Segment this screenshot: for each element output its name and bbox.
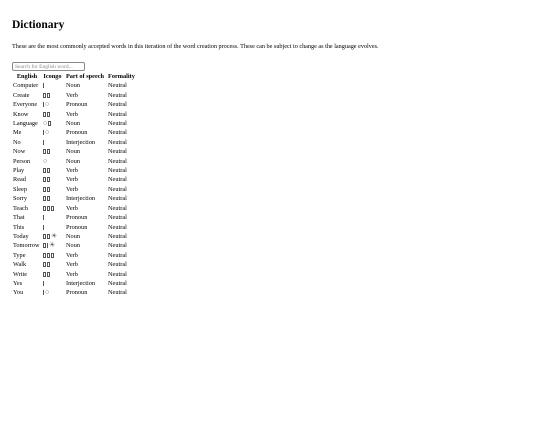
icongo-glyphs: [42, 213, 63, 222]
english-word: Person: [13, 157, 31, 165]
icongo-glyphs: [42, 270, 63, 279]
glyph-bar-icon: [43, 215, 44, 220]
part-of-speech: Noun: [66, 242, 80, 250]
glyph-box-icon: [47, 272, 50, 277]
table-row: [12, 175, 136, 184]
formality: Neutral: [108, 157, 127, 165]
english-word: Now: [13, 148, 26, 156]
glyph-box-icon: [48, 121, 51, 126]
part-of-speech: Pronoun: [66, 129, 88, 137]
search-input[interactable]: [12, 62, 85, 71]
formality: Neutral: [108, 251, 127, 259]
glyph-bar-icon: [43, 281, 44, 286]
table-row: [12, 251, 136, 260]
glyph-box-icon: [43, 149, 46, 154]
formality: Neutral: [108, 91, 127, 99]
icongo-glyphs: [42, 279, 63, 288]
icongo-glyphs: [42, 128, 63, 137]
formality: Neutral: [108, 176, 127, 184]
glyph-box-icon: [47, 168, 50, 173]
icongo-glyphs: [42, 175, 63, 184]
table-row: [12, 185, 136, 194]
intro-text: These are the most commonly accepted words in this iteration of the word creation process. These can be subject to change as the language evolves.: [12, 43, 379, 50]
table-row: [12, 166, 136, 175]
icongo-glyphs: [42, 147, 63, 156]
english-word: Know: [13, 110, 29, 118]
part-of-speech: Pronoun: [66, 214, 88, 222]
glyph-bar-icon: [43, 290, 44, 295]
icongo-glyphs: [42, 91, 63, 100]
formality: Neutral: [108, 214, 127, 222]
icongo-glyphs: [42, 185, 63, 194]
part-of-speech: Pronoun: [66, 289, 88, 297]
part-of-speech: Verb: [66, 110, 78, 118]
icongo-glyphs: [42, 81, 63, 90]
glyph-box-icon: [47, 196, 50, 201]
part-of-speech: Verb: [66, 185, 78, 193]
english-word: Read: [13, 176, 26, 184]
glyph-box-icon: [43, 243, 46, 248]
formality: Neutral: [108, 261, 127, 269]
table-row: [12, 91, 136, 100]
table-row: [12, 270, 136, 279]
glyph-box-icon: [43, 206, 46, 211]
part-of-speech: Verb: [66, 204, 78, 212]
icongo-glyphs: [42, 260, 63, 269]
glyph-box-icon: [43, 177, 46, 182]
icongo-glyphs: [42, 194, 63, 203]
glyph-box-icon: [43, 234, 46, 239]
formality: Neutral: [108, 289, 127, 297]
formality: Neutral: [108, 110, 127, 118]
part-of-speech: Noun: [66, 148, 80, 156]
table-row: [12, 288, 136, 297]
icongo-glyphs: [42, 119, 63, 128]
part-of-speech: Verb: [66, 261, 78, 269]
part-of-speech: Pronoun: [66, 223, 88, 231]
glyph-box-icon: [47, 93, 50, 98]
table-row: [12, 260, 136, 269]
glyph-box-icon: [51, 253, 54, 258]
glyph-circle-icon: ○: [45, 128, 50, 137]
table-row: [12, 81, 136, 90]
glyph-circle-icon: ○: [45, 288, 50, 297]
english-word: Play: [13, 167, 25, 175]
english-word: Today: [13, 232, 29, 240]
english-word: Sleep: [13, 185, 27, 193]
formality: Neutral: [108, 101, 127, 109]
table-row: [12, 204, 136, 213]
glyph-circle-icon: ○: [43, 156, 48, 165]
table-row: [12, 223, 136, 232]
glyph-box-icon: [47, 206, 50, 211]
table-header-row: [12, 72, 136, 81]
glyph-circle-icon: ○: [43, 119, 48, 128]
icongo-glyphs: [42, 100, 63, 109]
glyph-box-icon: [47, 149, 50, 154]
glyph-bar-icon: [43, 102, 44, 107]
glyph-box-icon: [47, 253, 50, 258]
icongo-glyphs: [42, 110, 63, 119]
glyph-sun-icon: ☀: [49, 241, 56, 250]
english-word: Walk: [13, 261, 27, 269]
formality: Neutral: [108, 138, 127, 146]
english-word: That: [13, 214, 25, 222]
formality: Neutral: [108, 167, 127, 175]
glyph-box-icon: [43, 93, 46, 98]
column-header-part-of-speech: Part of speech: [65, 73, 105, 80]
english-word: Teach: [13, 204, 28, 212]
table-row: [12, 232, 136, 241]
table-row: [12, 110, 136, 119]
glyph-box-icon: [43, 253, 46, 258]
table-row: [12, 100, 136, 109]
table-body: [12, 81, 136, 297]
part-of-speech: Noun: [66, 82, 80, 90]
english-word: No: [13, 138, 21, 146]
english-word: You: [13, 289, 24, 297]
glyph-box-icon: [43, 262, 46, 267]
part-of-speech: Noun: [66, 232, 80, 240]
glyph-bar-icon: [43, 225, 44, 230]
column-header-english: English: [16, 73, 38, 80]
formality: Neutral: [108, 120, 127, 128]
formality: Neutral: [108, 82, 127, 90]
english-word: Computer: [13, 82, 39, 90]
glyph-box-icon: [47, 262, 50, 267]
formality: Neutral: [108, 195, 127, 203]
formality: Neutral: [108, 270, 127, 278]
icongo-glyphs: [42, 138, 63, 147]
english-word: Yes: [13, 279, 23, 287]
glyph-box-icon: [43, 272, 46, 277]
formality: Neutral: [108, 279, 127, 287]
glyph-bar-icon: [43, 83, 44, 88]
part-of-speech: Verb: [66, 270, 78, 278]
english-word: Write: [13, 270, 28, 278]
english-word: This: [13, 223, 25, 231]
icongo-glyphs: [42, 251, 63, 260]
column-header-formality: Formality: [108, 73, 135, 80]
glyph-box-icon: [47, 187, 50, 192]
english-word: Everyone: [13, 101, 38, 109]
table-row: [12, 119, 136, 128]
part-of-speech: Verb: [66, 176, 78, 184]
table-row: [12, 241, 136, 250]
table-row: [12, 147, 136, 156]
part-of-speech: Pronoun: [66, 101, 88, 109]
part-of-speech: Interjection: [66, 279, 96, 287]
glyph-box-icon: [47, 112, 50, 117]
table-row: [12, 279, 136, 288]
part-of-speech: Interjection: [66, 195, 96, 203]
glyph-box-icon: [43, 168, 46, 173]
table-row: [12, 157, 136, 166]
formality: Neutral: [108, 204, 127, 212]
icongo-glyphs: [42, 288, 63, 297]
glyph-box-icon: [51, 206, 54, 211]
english-word: Sorry: [13, 195, 27, 203]
part-of-speech: Verb: [66, 167, 78, 175]
dictionary-table: [12, 72, 136, 298]
glyph-bar-icon: [43, 130, 44, 135]
table-row: [12, 213, 136, 222]
icongo-glyphs: [42, 232, 63, 241]
glyph-box-icon: [43, 187, 46, 192]
icongo-glyphs: [42, 241, 63, 250]
page: [0, 18, 540, 298]
glyph-box-icon: [43, 112, 46, 117]
part-of-speech: Noun: [66, 157, 80, 165]
formality: Neutral: [108, 185, 127, 193]
table-row: [12, 138, 136, 147]
table-row: [12, 194, 136, 203]
page-title: Dictionary: [12, 19, 65, 31]
table-row: [12, 128, 136, 137]
part-of-speech: Interjection: [66, 138, 96, 146]
glyph-bar-icon: [47, 243, 48, 248]
icongo-glyphs: [42, 166, 63, 175]
icongo-glyphs: [42, 223, 63, 232]
english-word: Create: [13, 91, 30, 99]
glyph-bar-icon: [43, 140, 44, 145]
formality: Neutral: [108, 129, 127, 137]
part-of-speech: Noun: [66, 120, 80, 128]
icongo-glyphs: [42, 204, 63, 213]
column-header-icongo: Icongo: [43, 73, 62, 80]
glyph-box-icon: [47, 234, 50, 239]
glyph-circle-icon: ○: [45, 100, 50, 109]
english-word: Type: [13, 251, 26, 259]
glyph-box-icon: [43, 196, 46, 201]
formality: Neutral: [108, 148, 127, 156]
formality: Neutral: [108, 223, 127, 231]
formality: Neutral: [108, 242, 127, 250]
part-of-speech: Verb: [66, 251, 78, 259]
glyph-sun-icon: ☀: [51, 231, 58, 240]
english-word: Language: [13, 120, 38, 128]
english-word: Tomorrow: [13, 242, 40, 250]
english-word: Me: [13, 129, 22, 137]
formality: Neutral: [108, 232, 127, 240]
part-of-speech: Verb: [66, 91, 78, 99]
glyph-box-icon: [47, 177, 50, 182]
icongo-glyphs: [42, 157, 63, 166]
